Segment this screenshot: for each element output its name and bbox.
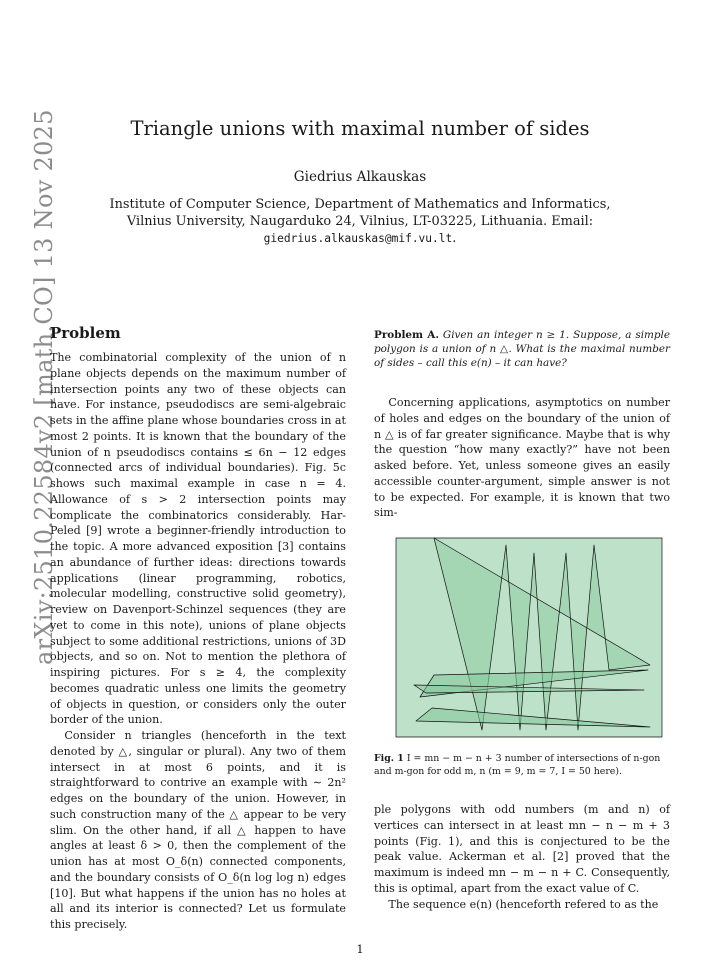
problem-text: Given an integer n ≥ 1. Suppose, a simple polygon is a union of n △. What is the maximal number of sides – call this e(n) – it can have?	[374, 329, 670, 369]
figure-1	[374, 525, 670, 749]
paragraph-triangles: Consider n triangles (henceforth in the text denoted by △, singular or plural). Any two of them intersect in at most 6 points, and it is straightforward to contrive an example with ∼ 2n² edges on the boundary of the union. However, in such construction many of the △ appear to be very slim. On the other hand, if all △ happen to have angles at least δ > 0, then the complement of the union has at most O_δ(n) connected components, and the boundary consists of O_δ(n log log n) edges [10]. But what happens if the union has no holes at all and its interior is connected? Let us formulate this precisely.	[50, 729, 346, 931]
arxiv-identifier: arXiv:2510.22584v2 [math.CO] 13 Nov 2025	[30, 109, 58, 665]
figure-shapes	[396, 538, 662, 737]
paragraph-sequence: The sequence e(n) (henceforth refered to as the	[388, 897, 659, 911]
paragraph-polygons: ple polygons with odd numbers (m and n) of vertices can intersect in at least mn − n − m + 3 points (Fig. 1), and this is conjectured to be the peak value. Ackerman et al. [2] proved that the maximum is indeed mn − m − n + C. Consequently, this is optimal, apart from the exact value of C.	[374, 803, 670, 895]
email-period: .	[452, 231, 457, 246]
figure-caption-text: I = mn − m − n + 3 number of intersections of n-gon and m-gon for odd m, n (m = 9, m = 7, I = 50 here).	[374, 753, 661, 777]
figure-label: Fig. 1	[374, 753, 404, 764]
left-column	[50, 350, 346, 933]
paragraph-intro: The combinatorial complexity of the union of n plane objects depends on the maximum number of intersection points any two of these objects can have. For instance, pseudodiscs are semi-algebraic sets in the affine plane whose boundaries cross in at most 2 points. It is known that the boundary of the union of n pseudodiscs contains ≤ 6n − 12 edges (connected arcs of individual boundaries). Fig. 5c shows such maximal example in case n = 4. Allowance of s > 2 intersection points may complicate the combinatorics considerably. Har-Peled [9] wrote a beginner-friendly introduction to the topic. A more advanced exposition [3] contains an abundance of further ideas: directions towards applications (linear programming, robotics, molecular modelling, constructive solid geometry), review on Davenport-Schinzel sequences (they are yet to come in this note), unions of plane objects subject to some additional restrictions, unions of 3D objects, and so on. Not to mention the plethora of inspiring pictures. For s ≥ 4, the complexity becomes quadratic unless one limits the geometry of objects in question, or considers only the outer border of the union.	[50, 351, 346, 727]
problem-statement	[374, 328, 670, 370]
affiliation	[88, 196, 632, 247]
affiliation-text: Institute of Computer Science, Department of Mathematics and Informatics, Vilnius University, Naugarduko 24, Vilnius, LT-03225, Lithuania. Email:	[109, 197, 611, 229]
email-address[interactable]: giedrius.alkauskas@mif.vu.lt	[263, 232, 453, 245]
problem-label: Problem A.	[374, 329, 439, 341]
page-number: 1	[356, 942, 364, 956]
paragraph-applications: Concerning applications, asymptotics on number of holes and edges on the boundary of the union of n △ is of far greater significance. Maybe that is why the question “how many exactly?” have not been asked before. Yet, unless someone gives an easily accessible counter-argument, simple answer is not to be expected. For example, it is known that two sim-	[374, 396, 670, 520]
section-heading: Problem	[50, 324, 121, 342]
polygon-intersection-figure	[374, 525, 670, 745]
author-name: Giedrius Alkauskas	[293, 169, 427, 185]
figure-caption	[374, 752, 670, 778]
paper-title: Triangle unions with maximal number of sides	[130, 117, 590, 140]
right-column-lower	[374, 802, 670, 912]
figure-quadrilateral	[396, 538, 662, 737]
